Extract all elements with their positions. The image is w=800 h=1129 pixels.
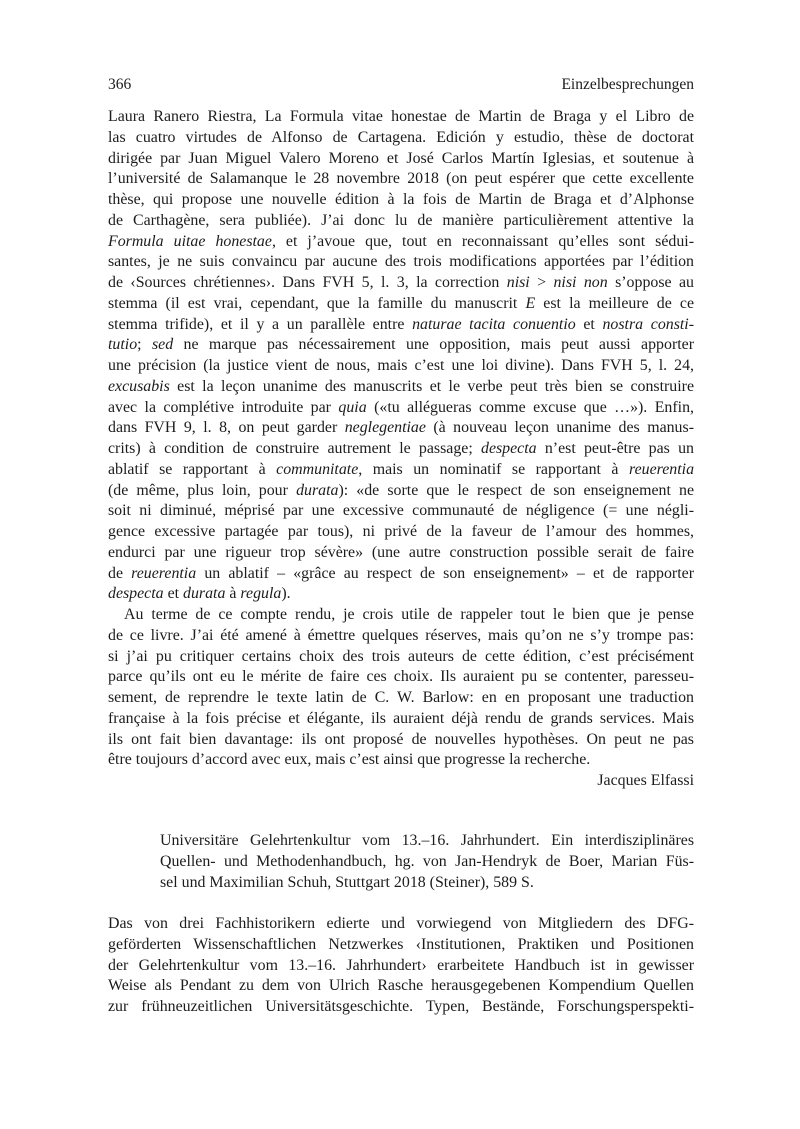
italic-term: quia	[338, 398, 367, 416]
text-run: et	[163, 585, 184, 603]
body-line: der Gelehrtenkultur vom 13.–16. Jahrhundert› erarbeitete Handbuch ist in gewisser	[108, 956, 694, 974]
italic-term: neglegentiae	[344, 419, 426, 437]
text-run: est la leçon unanime des manuscrits et le verbe peut très bien se construire	[169, 377, 694, 395]
text-run: dans FVH 9, l. 8, on peut garder	[108, 419, 345, 437]
text-run: est la meilleure de ce	[535, 294, 695, 312]
italic-term: reuerentia	[131, 564, 197, 582]
bibliographic-entry	[160, 831, 694, 893]
section-title: Einzelbesprechungen	[561, 76, 694, 93]
text-line	[108, 273, 694, 294]
bib-line: Universitäre Gelehrtenkultur vom 13.–16. Jahrhundert. Ein interdisziplinäres	[160, 832, 694, 849]
text-line	[108, 626, 694, 647]
text-line	[108, 356, 694, 377]
text-line	[108, 398, 694, 419]
text-run: soit ni diminué, méprisé par une excessive communauté de négligence (= une négli-	[108, 502, 694, 520]
text-line	[108, 211, 694, 232]
italic-term: reuerentia	[629, 460, 695, 478]
text-line	[108, 584, 694, 605]
italic-term: sed	[151, 336, 174, 354]
text-run: l’université de Salamanque le 28 novembre 2018 (on peut espérer que cette excellente	[108, 170, 694, 188]
text-line	[108, 149, 694, 170]
text-line	[108, 232, 694, 253]
text-run: si j’ai pu critiquer certains choix des trois auteurs de cette édition, c’est précisément	[108, 647, 694, 665]
page-number: 366	[108, 76, 132, 93]
text-run: ;	[137, 336, 152, 354]
text-line	[108, 730, 694, 751]
text-line	[108, 190, 694, 211]
text-run: ils ont fait bien davantage: ils ont proposé de nouvelles hypothèses. On peut ne pas	[108, 730, 694, 748]
text-run: thèse, qui propose une nouvelle édition à la fois de Martin de Braga et d’Alphonse	[108, 191, 694, 208]
text-run: santes, je ne suis convaincu par aucune des trois modifications apportées par l’édition	[108, 253, 694, 271]
text-line	[108, 315, 694, 336]
italic-term: communitate	[276, 460, 359, 478]
text-run: sement, de reprendre le texte latin de C. W. Barlow: en en proposant une traduction	[108, 689, 694, 706]
italic-term: excusabis	[108, 377, 170, 395]
text-line	[108, 522, 694, 543]
italic-term: tutio	[108, 336, 138, 354]
text-line	[108, 252, 694, 273]
text-line	[108, 418, 694, 439]
italic-term: nostra consti-	[602, 315, 695, 333]
text-run: las cuatro virtudes de Alfonso de Cartagena. Edición y estudio, thèse de doctorat	[108, 128, 694, 146]
italic-term: regula	[240, 585, 282, 603]
text-run: n’est peut-être pas un	[536, 440, 694, 457]
text-run: de ‹Sources chrétiennes›. Dans FVH 5, l. 3, la correction	[108, 274, 507, 291]
text-run: s’oppose au	[607, 274, 694, 291]
italic-term: despecta	[108, 585, 164, 603]
italic-term: durata	[296, 481, 339, 499]
text-line	[108, 688, 694, 709]
text-run: de	[108, 564, 132, 582]
text-run: stemma trifide), et il y a un parallèle entre	[108, 315, 413, 333]
text-run: ): «de sorte que le respect de son enseignement ne	[338, 481, 695, 499]
italic-term: naturae tacita conuentio	[412, 315, 576, 333]
text-line	[108, 750, 694, 771]
text-line	[108, 335, 694, 356]
text-line	[108, 377, 694, 398]
body-line: geförderten Wissenschaftlichen Netzwerkes ‹Institutionen, Praktiken und Positionen	[108, 935, 694, 953]
text-run: être toujours d’accord avec eux, mais c’est ainsi que progresse la recherche.	[108, 751, 591, 769]
text-run: stemma (il est vrai, cependant, que la famille du manuscrit	[108, 294, 526, 312]
italic-term: durata	[183, 585, 226, 603]
text-line	[108, 709, 694, 730]
text-run: avec la complétive introduite par	[108, 398, 339, 416]
text-line	[108, 481, 694, 502]
italic-term: nisi non	[553, 274, 608, 291]
text-run: gence excessive partagée par tous), ni privé de la faveur de l’amour des hommes,	[108, 523, 694, 540]
text-run: et	[575, 315, 603, 333]
text-run: ).	[281, 585, 291, 603]
bib-line: Quellen- und Methodenhandbuch, hg. von Jan-Hendryk de Boer, Marian Füs-	[160, 852, 694, 870]
text-run: (à nouveau leçon unanime des manus-	[425, 419, 694, 437]
italic-term: despecta	[481, 440, 537, 457]
text-line	[108, 169, 694, 190]
text-run: («tu allégueras comme excuse que …»). Enfin,	[366, 398, 694, 416]
text-run: ablatif se rapportant à	[108, 460, 277, 478]
text-run: endurci par une rigueur trop sévère» (une autre construction possible serait de faire	[108, 543, 694, 561]
text-run: >	[529, 274, 554, 291]
review-elfassi-text	[108, 107, 694, 792]
body-line: Das von drei Fachhistorikern edierte und vorwiegend von Mitgliedern des DFG-	[108, 915, 694, 932]
text-run: à	[225, 585, 241, 603]
text-run: ne marque pas nécessairement une opposition, mais peut aussi apporter	[173, 336, 694, 354]
body-line: zur frühneuzeitlichen Universitätsgeschichte. Typen, Bestände, Forschungsperspekti-	[108, 998, 694, 1015]
text-line	[108, 501, 694, 522]
text-line	[108, 564, 694, 585]
text-line	[108, 667, 694, 688]
text-line	[108, 543, 694, 564]
text-run: une précision (la justice vient de nous, mais c’est une loi divine). Dans FVH 5, l. 24,	[108, 357, 694, 374]
text-line	[108, 294, 694, 315]
text-line	[108, 128, 694, 149]
text-line	[108, 605, 694, 626]
text-line	[108, 460, 694, 481]
text-run: , et j’avoue que, tout en reconnaissant qu’elles sont sédui-	[271, 232, 694, 250]
text-line	[108, 647, 694, 668]
body-line: Weise als Pendant zu dem von Ulrich Rasche herausgegebenen Kompendium Quellen	[108, 977, 694, 995]
text-line	[108, 439, 694, 460]
italic-term: nisi	[506, 274, 530, 291]
text-run: parce qu’ils ont eu le mérite de faire ces choix. Ils auraient pu se contenter, paresseu-	[108, 668, 694, 686]
running-head	[108, 76, 694, 98]
review-body-text	[108, 914, 694, 1018]
text-run: française à la fois précise et élégante, ils auraient déjà rendu de grands services. Mais	[108, 709, 694, 727]
reviewer-signature: Jacques Elfassi	[597, 772, 694, 789]
text-run: crits) à condition de construire autrement le passage;	[108, 440, 481, 457]
text-line	[108, 107, 694, 128]
italic-term: E	[525, 294, 536, 312]
text-run: (de même, plus loin, pour	[108, 481, 297, 499]
text-run: dirigée par Juan Miguel Valero Moreno et José Carlos Martín Iglesias, et soutenue à	[108, 149, 694, 167]
text-run: , mais un nominatif se rapportant à	[358, 460, 629, 478]
italic-term: Formula uitae honestae	[108, 232, 272, 250]
text-run: de ce livre. J’ai été amené à émettre quelques réserves, mais qu’on ne s’y trompe pas:	[108, 626, 694, 644]
text-run: un ablatif – «grâce au respect de son enseignement» – et de rapporter	[196, 564, 694, 582]
text-run: de Carthagène, sera publiée). J’ai donc lu de manière particulièrement attentive la	[108, 211, 694, 229]
text-run: Laura Ranero Riestra, La Formula vitae honestae de Martin de Braga y el Libro de	[108, 108, 694, 125]
text-run: Au terme de ce compte rendu, je crois utile de rappeler tout le bien que je pense	[124, 606, 694, 623]
bib-line: sel und Maximilian Schuh, Stuttgart 2018 (Steiner), 589 S.	[160, 873, 534, 891]
